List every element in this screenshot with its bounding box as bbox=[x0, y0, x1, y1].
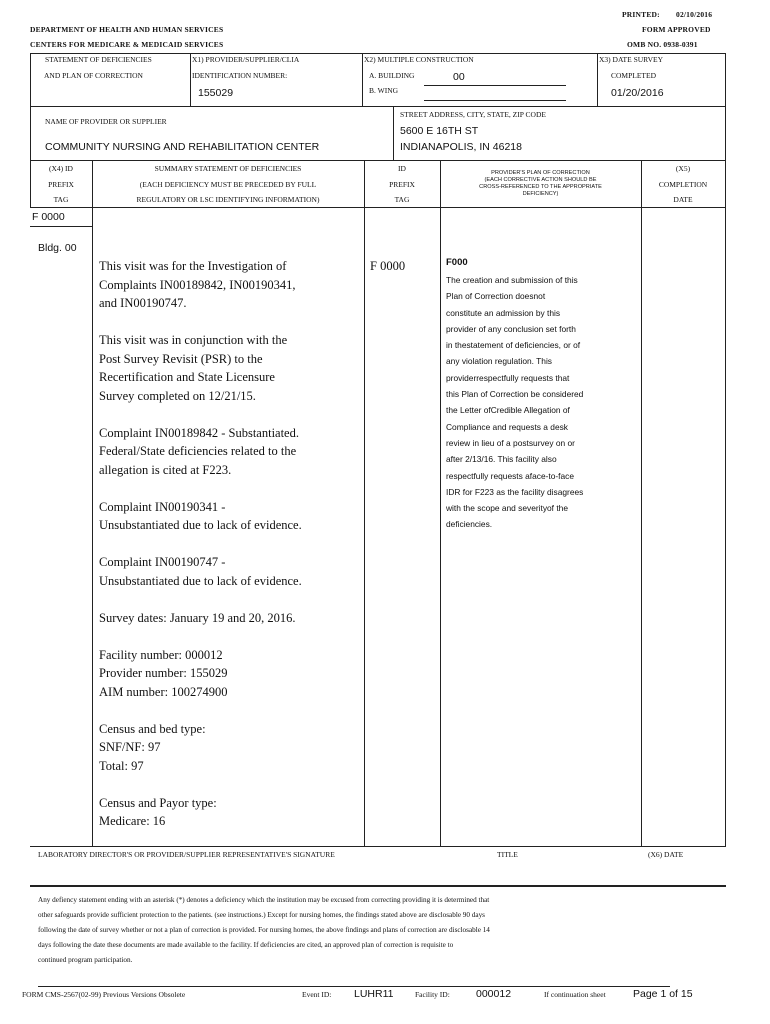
box1-divider-3 bbox=[597, 53, 598, 106]
box1-left-border bbox=[30, 53, 31, 106]
summary-line: Total: 97 bbox=[99, 758, 144, 773]
summary-paragraph bbox=[99, 331, 361, 405]
box1-right-border bbox=[725, 53, 726, 106]
printed-date: 02/10/2016 bbox=[676, 10, 713, 19]
box2-bottom-border bbox=[30, 160, 726, 161]
box2-divider bbox=[393, 106, 394, 160]
summary-line: Survey dates: January 19 and 20, 2016. bbox=[99, 610, 296, 625]
col-right-border bbox=[725, 160, 726, 847]
plan-line: constitute an admission by this bbox=[446, 307, 561, 318]
building-label: A. BUILDING bbox=[369, 71, 415, 80]
title-label: TITLE bbox=[497, 850, 518, 859]
building-value: 00 bbox=[453, 71, 465, 83]
summary-line: Survey completed on 12/21/15. bbox=[99, 388, 256, 403]
col-x5-label-2: COMPLETION bbox=[658, 180, 708, 189]
summary-line: AIM number: 100274900 bbox=[99, 684, 228, 699]
left-prefix-tag: F 0000 bbox=[32, 211, 65, 223]
summary-line: Post Survey Revisit (PSR) to the bbox=[99, 351, 263, 366]
event-id: LUHR11 bbox=[354, 988, 394, 1000]
provider-name: COMMUNITY NURSING AND REHABILITATION CENTER bbox=[45, 141, 320, 153]
col-x5-label-1: (X5) bbox=[675, 164, 691, 173]
completed-label: COMPLETED bbox=[611, 71, 656, 80]
provider-name-label: NAME OF PROVIDER OR SUPPLIER bbox=[45, 117, 167, 126]
street-address: 5600 E 16TH ST bbox=[400, 125, 479, 137]
summary-paragraph bbox=[99, 794, 361, 831]
summary-line: Complaint IN00190341 - bbox=[99, 499, 226, 514]
summary-line: Complaint IN00189842 - Substantiated. bbox=[99, 425, 299, 440]
summary-paragraph bbox=[99, 646, 361, 702]
plan-line: Compliance and requests a desk bbox=[446, 421, 568, 432]
provider-id-label-1: X1) PROVIDER/SUPPLIER/CLIA bbox=[192, 55, 300, 64]
summary-line: Unsubstantiated due to lack of evidence. bbox=[99, 573, 302, 588]
col-id2-label-1: ID bbox=[398, 164, 406, 173]
survey-date: 01/20/2016 bbox=[611, 87, 664, 99]
construction-label: X2) MULTIPLE CONSTRUCTION bbox=[364, 55, 474, 64]
col-plan-label-4: DEFICIENCY) bbox=[522, 191, 559, 197]
summary-paragraph bbox=[99, 257, 361, 313]
col-divider-1 bbox=[92, 160, 93, 847]
box1-top-border bbox=[30, 53, 726, 54]
summary-line: This visit was in conjunction with the bbox=[99, 333, 288, 347]
footnote bbox=[38, 893, 718, 968]
box1-divider-1 bbox=[190, 53, 191, 106]
city-state-zip: INDIANAPOLIS, IN 46218 bbox=[400, 141, 522, 153]
wing-label: B. WING bbox=[369, 86, 399, 95]
plan-line: provider of any conclusion set forth bbox=[446, 323, 576, 334]
summary-paragraph bbox=[99, 424, 361, 480]
summary-line: Census and bed type: bbox=[99, 721, 206, 736]
footer-rule bbox=[38, 986, 670, 987]
plan-line: any violation regulation. This bbox=[446, 356, 552, 367]
box1-divider-2 bbox=[362, 53, 363, 106]
box2-left-border bbox=[30, 106, 31, 160]
tag-row-border bbox=[30, 226, 92, 227]
summary-line: Facility number: 000012 bbox=[99, 647, 223, 662]
plan-line: the Letter ofCredible Allegation of bbox=[446, 405, 570, 416]
department-name: DEPARTMENT OF HEALTH AND HUMAN SERVICES bbox=[30, 25, 224, 34]
facility-id: 000012 bbox=[476, 988, 512, 1000]
address-label: STREET ADDRESS, CITY, STATE, ZIP CODE bbox=[400, 110, 546, 119]
footnote-line: continued program participation. bbox=[38, 956, 133, 964]
building-underline bbox=[424, 85, 566, 86]
statement-label-2: AND PLAN OF CORRECTION bbox=[44, 71, 143, 80]
col-summary-label-2: (EACH DEFICIENCY MUST BE PRECEDED BY FULL bbox=[139, 180, 317, 189]
plan-line: respectfully requests aface-to-face bbox=[446, 470, 575, 481]
date-label: (X6) DATE bbox=[648, 850, 684, 859]
summary-paragraph bbox=[99, 720, 361, 776]
summary-paragraph bbox=[99, 553, 361, 590]
summary-line: and IN00190747. bbox=[99, 296, 187, 310]
summary-line: Census and Payor type: bbox=[99, 795, 217, 810]
footnote-line: Any defiency statement ending with an asterisk (*) denotes a deficiency which the institution may be excused from correcting providing it is determined that bbox=[38, 896, 490, 904]
summary-paragraph bbox=[99, 609, 361, 628]
col-summary-label-3: REGULATORY OR LSC IDENTIFYING INFORMATION) bbox=[136, 195, 320, 204]
plan-line: providerrespectfully requests that bbox=[446, 372, 570, 383]
provider-id-label-2: IDENTIFICATION NUMBER: bbox=[192, 71, 288, 80]
centers-name: CENTERS FOR MEDICARE & MEDICAID SERVICES bbox=[30, 40, 224, 49]
footnote-line: days following the date these documents are made available to the facility. If deficiencies are cited, an approved plan of correction is requisite to bbox=[38, 941, 454, 949]
footnote-line: following the date of survey whether or not a plan of correction is provided. For nursing homes, the above findings and plans of correction are disclosable 14 bbox=[38, 926, 490, 934]
plan-of-correction bbox=[446, 272, 638, 533]
box2-right-border bbox=[725, 106, 726, 160]
col-id-label-2: PREFIX bbox=[48, 180, 74, 189]
director-signature-label: LABORATORY DIRECTOR'S OR PROVIDER/SUPPLIER REPRESENTATIVE'S SIGNATURE bbox=[38, 850, 335, 859]
summary-paragraph bbox=[99, 498, 361, 535]
plan-line: review in lieu of a postsurvey on or bbox=[446, 437, 575, 448]
box1-bottom-border bbox=[30, 106, 726, 107]
page-number: Page 1 of 15 bbox=[633, 988, 693, 1000]
col-id2-label-2: PREFIX bbox=[389, 180, 415, 189]
printed-label: PRINTED: bbox=[622, 10, 660, 19]
col-plan-label bbox=[440, 170, 641, 198]
col-plan-label-1: PROVIDER'S PLAN OF CORRECTION bbox=[491, 170, 590, 176]
plan-line: IDR for F223 as the facility disagrees bbox=[446, 486, 584, 497]
summary-line: SNF/NF: 97 bbox=[99, 740, 161, 754]
form-approved: FORM APPROVED bbox=[642, 25, 711, 34]
col-x5-label-3: DATE bbox=[673, 195, 693, 204]
survey-label: X3) DATE SURVEY bbox=[599, 55, 663, 64]
summary-line: This visit was for the Investigation of bbox=[99, 259, 287, 273]
summary-line: Complaints IN00189842, IN00190341, bbox=[99, 277, 296, 292]
summary-line: Unsubstantiated due to lack of evidence. bbox=[99, 518, 302, 532]
summary-line: Recertification and State Licensure bbox=[99, 370, 275, 384]
col-id-label-3: TAG bbox=[53, 195, 69, 204]
summary-line: Federal/State deficiencies related to the bbox=[99, 444, 297, 458]
right-prefix-tag: F 0000 bbox=[370, 259, 406, 273]
summary-line: Complaint IN00190747 - bbox=[99, 555, 226, 569]
omb-number: OMB NO. 0938-0391 bbox=[627, 40, 698, 49]
event-id-label: Event ID: bbox=[302, 990, 332, 999]
col-id2-label-3: TAG bbox=[394, 195, 410, 204]
signature-bottom-border bbox=[30, 885, 726, 887]
col-divider-4 bbox=[641, 160, 642, 847]
col-divider-3 bbox=[440, 160, 441, 847]
summary-line: Medicare: 16 bbox=[99, 814, 166, 828]
col-summary-label-1: SUMMARY STATEMENT OF DEFICIENCIES bbox=[154, 164, 302, 173]
wing-underline bbox=[424, 100, 566, 101]
statement-label-1: STATEMENT OF DEFICIENCIES bbox=[45, 55, 152, 64]
summary-line: allegation is cited at F223. bbox=[99, 462, 232, 477]
column-header-bottom-border bbox=[30, 207, 726, 208]
col-divider-2 bbox=[364, 160, 365, 847]
col-id-label-1: (X4) ID bbox=[49, 164, 73, 173]
form-number: FORM CMS-2567(02-99) Previous Versions Obsolete bbox=[22, 990, 186, 999]
continuation-label: If continuation sheet bbox=[544, 990, 606, 999]
signature-top-border bbox=[30, 846, 726, 847]
plan-title: F000 bbox=[446, 257, 468, 268]
provider-id-number: 155029 bbox=[198, 87, 234, 99]
plan-line: in thestatement of deficiencies, or of bbox=[446, 340, 581, 351]
facility-id-label: Facility ID: bbox=[415, 990, 450, 999]
plan-line: deficiencies. bbox=[446, 519, 493, 530]
plan-line: The creation and submission of this bbox=[446, 275, 578, 285]
building-number: Bldg. 00 bbox=[38, 242, 77, 254]
footnote-line: other safeguards provide sufficient protection to the patients. (see instructions.) Except for nursing homes, the findings stated above are disclosable 90 days bbox=[38, 911, 485, 919]
plan-line: Plan of Correction doesnot bbox=[446, 291, 546, 302]
plan-line: this Plan of Correction be considered bbox=[446, 389, 584, 400]
col-plan-label-3: CROSS-REFERENCED TO THE APPROPRIATE bbox=[479, 184, 602, 190]
plan-line: after 2/13/16. This facility also bbox=[446, 454, 557, 465]
deficiency-summary bbox=[99, 257, 361, 831]
col-plan-label-2: (EACH CORRECTIVE ACTION SHOULD BE bbox=[484, 177, 597, 183]
plan-line: with the scope and severityof the bbox=[446, 503, 568, 514]
summary-line: Provider number: 155029 bbox=[99, 666, 228, 680]
